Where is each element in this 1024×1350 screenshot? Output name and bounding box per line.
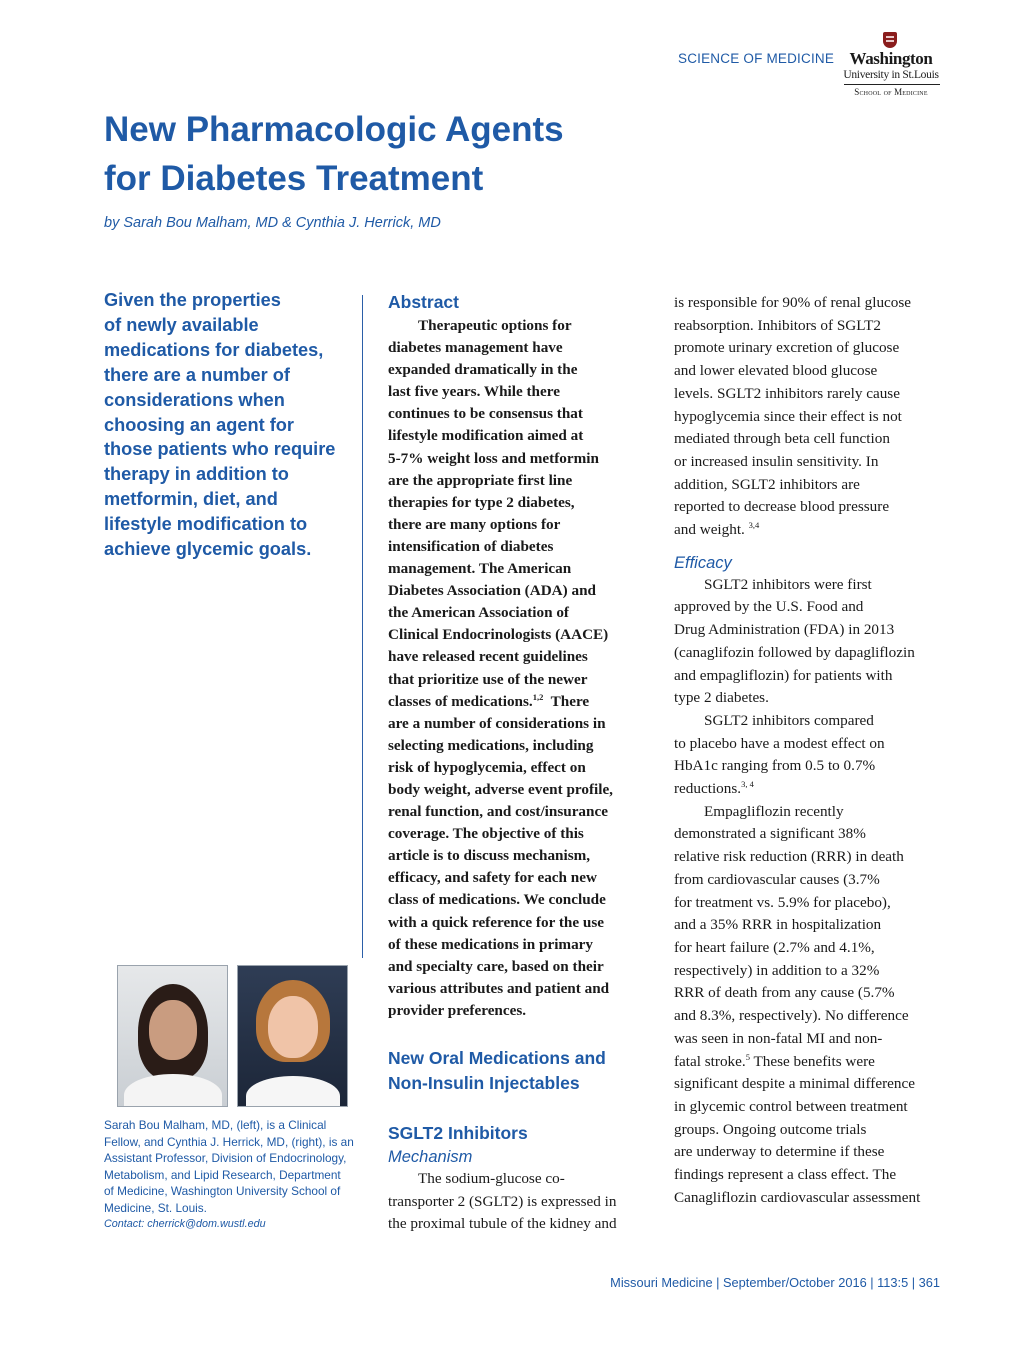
logo-line-1: Washington — [849, 49, 933, 68]
line-text: management. The American — [388, 560, 572, 578]
line-text: Canagliflozin cardiovascular assessment — [674, 1188, 921, 1206]
text-line — [388, 912, 656, 934]
photo-coat — [246, 1076, 340, 1107]
pull-quote-line: Given the properties — [104, 290, 281, 310]
text-line — [674, 292, 944, 315]
text-line — [388, 624, 656, 646]
text-line — [674, 892, 944, 915]
text-line — [674, 315, 944, 338]
logo-line-3: School of Medicine — [854, 87, 928, 97]
text-line — [388, 492, 656, 514]
line-text: to placebo have a modest effect on — [674, 734, 885, 752]
text-line — [674, 383, 944, 406]
text-line — [388, 845, 656, 867]
text-line — [674, 982, 944, 1005]
section-heading — [388, 1046, 656, 1096]
text-line — [674, 619, 944, 642]
logo-line-2: University in St.Louis — [843, 69, 939, 81]
line-text: Clinical Endocrinologists (AACE) — [388, 626, 609, 644]
text-line — [674, 474, 944, 497]
line-text: groups. Ongoing outcome trials — [674, 1120, 867, 1138]
line-text: for heart failure (2.7% and 4.1%, — [674, 938, 875, 956]
line-text: levels. SGLT2 inhibitors rarely cause — [674, 384, 900, 402]
text-line — [388, 1168, 656, 1191]
line-text: relative risk reduction (RRR) in death — [674, 848, 904, 866]
text-line — [674, 360, 944, 383]
line-text: HbA1c ranging from 0.5 to 0.7% — [674, 757, 876, 775]
text-line — [674, 914, 944, 937]
text-line — [388, 337, 656, 359]
text-line — [388, 602, 656, 624]
text-line — [674, 801, 944, 824]
line-text: Diabetes Association (ADA) and — [388, 582, 596, 600]
article-title — [104, 105, 664, 203]
line-text: intensification of diabetes — [388, 537, 554, 555]
line-text: diabetes management have — [388, 339, 563, 357]
text-line — [674, 937, 944, 960]
line-text: of these medications in primary — [388, 935, 594, 953]
byline: by Sarah Bou Malham, MD & Cynthia J. Herrick, MD — [104, 215, 441, 231]
text-line — [674, 1141, 944, 1164]
text-line — [388, 646, 656, 668]
title-line: New Pharmacologic Agents — [104, 110, 564, 149]
line-text: for treatment vs. 5.9% for placebo), — [674, 893, 891, 911]
text-line — [674, 1187, 944, 1210]
pull-quote-line: there are a number of — [104, 364, 290, 385]
line-text: addition, SGLT2 inhibitors are — [674, 475, 860, 493]
line-text: with a quick reference for the use — [388, 913, 604, 931]
section-heading-line: Non-Insulin Injectables — [388, 1073, 580, 1093]
caption-line: Metabolism, and Lipid Research, Department — [104, 1167, 341, 1182]
line-text: hypoglycemia since their effect is not — [674, 407, 902, 425]
text-line — [674, 1119, 944, 1142]
pull-quote-line: achieve glycemic goals. — [104, 539, 312, 560]
line-text: and 8.3%, respectively). No difference — [674, 1007, 909, 1025]
text-line — [388, 934, 656, 956]
text-line — [388, 1191, 656, 1214]
text-line — [388, 779, 656, 801]
text-line — [388, 315, 656, 337]
line-text: promote urinary excretion of glucose — [674, 339, 900, 357]
line-text: demonstrated a significant 38% — [674, 825, 866, 843]
middle-column — [388, 290, 656, 1236]
text-line — [674, 869, 944, 892]
text-line — [674, 642, 944, 665]
text-line — [388, 669, 656, 691]
line-text: are underway to determine if these — [674, 1143, 885, 1161]
text-line — [674, 846, 944, 869]
text-line — [674, 574, 944, 597]
text-line — [388, 536, 656, 558]
author-caption — [104, 1117, 369, 1233]
text-line — [674, 687, 944, 710]
line-text: Empagliflozin recently — [704, 802, 844, 820]
caption-line: Sarah Bou Malham, MD, (left), is a Clinical — [104, 1118, 327, 1132]
line-text: and lower elevated blood glucose — [674, 362, 878, 380]
line-text: significant despite a minimal difference — [674, 1075, 915, 1093]
logo-divider — [844, 84, 940, 85]
pull-quote-line: those patients who require — [104, 439, 336, 460]
author-photo-left — [117, 965, 228, 1107]
photo-face — [268, 996, 318, 1058]
text-line — [674, 823, 944, 846]
text-line — [674, 1051, 944, 1074]
line-text: classes of medications. — [388, 692, 533, 710]
right-column — [674, 292, 944, 1209]
line-text: and a 35% RRR in hospitalization — [674, 916, 882, 934]
line-text: mediated through beta cell function — [674, 430, 890, 448]
text-line — [674, 1096, 944, 1119]
text-line — [388, 448, 656, 470]
text-line — [674, 1164, 944, 1187]
line-text: the American Association of — [388, 604, 569, 622]
pull-quote-line: choosing an agent for — [104, 414, 294, 435]
line-text: reabsorption. Inhibitors of SGLT2 — [674, 316, 881, 334]
text-line — [388, 823, 656, 845]
author-photo-right — [237, 965, 348, 1107]
caption-line: of Medicine, Washington University School of — [104, 1184, 341, 1198]
line-text: various attributes and patient and — [388, 979, 610, 997]
line-text: coverage. The objective of this — [388, 825, 584, 843]
text-line — [388, 757, 656, 779]
line-text: article is to discuss mechanism, — [388, 847, 591, 865]
citation-superscript: 3,4 — [748, 520, 760, 531]
line-text: was seen in non-fatal MI and non- — [674, 1029, 883, 1047]
abstract-body — [388, 315, 656, 1022]
pull-quote-line: metformin, diet, and — [104, 489, 278, 510]
text-line — [674, 960, 944, 983]
photo-coat — [124, 1074, 222, 1107]
line-text: Therapeutic options for — [418, 317, 572, 334]
text-line — [674, 710, 944, 733]
citation-superscript: 3, 4 — [741, 779, 754, 790]
text-line — [674, 755, 944, 778]
line-text: expanded dramatically in the — [388, 361, 578, 379]
efficacy-heading: Efficacy — [674, 553, 732, 572]
text-line — [388, 691, 656, 713]
text-line — [674, 1028, 944, 1051]
text-line — [388, 558, 656, 580]
line-text: SGLT2 inhibitors compared — [704, 711, 874, 729]
text-line — [674, 665, 944, 688]
pull-quote-line: medications for diabetes, — [104, 339, 324, 360]
line-text: selecting medications, including — [388, 736, 594, 754]
line-text: risk of hypoglycemia, effect on — [388, 758, 586, 776]
text-line — [674, 733, 944, 756]
line-text: 5-7% weight loss and metformin — [388, 449, 599, 467]
abstract-heading: Abstract — [388, 292, 459, 312]
pull-quote-line: of newly available — [104, 314, 259, 335]
photo-face — [149, 1000, 197, 1060]
line-text: provider preferences. — [388, 1001, 527, 1019]
text-line — [388, 713, 656, 735]
line-text: reported to decrease blood pressure — [674, 498, 890, 516]
text-line — [388, 359, 656, 381]
line-text: efficacy, and safety for each new — [388, 869, 597, 887]
line-text: transporter 2 (SGLT2) is expressed in — [388, 1192, 617, 1210]
line-text: is responsible for 90% of renal glucose — [674, 294, 912, 311]
text-line — [388, 801, 656, 823]
line-text: therapies for type 2 diabetes, — [388, 493, 575, 511]
text-line — [674, 496, 944, 519]
pull-quote-line: therapy in addition to — [104, 464, 289, 485]
line-text: or increased insulin sensitivity. In — [674, 452, 879, 470]
sglt2-body — [674, 292, 944, 542]
page-footer: Missouri Medicine | September/October 2016 | 113:5 | 361 — [610, 1275, 940, 1290]
mechanism-body — [388, 1168, 656, 1236]
text-line — [388, 514, 656, 536]
line-text: in glycemic control between treatment — [674, 1097, 908, 1115]
washington-university-logo — [840, 32, 942, 98]
citation-superscript: 5 — [745, 1051, 750, 1062]
line-text: and specialty care, based on their — [388, 957, 604, 975]
caption-line: Assistant Professor, Division of Endocrinology, — [104, 1151, 347, 1165]
line-text: from cardiovascular causes (3.7% — [674, 870, 880, 888]
section-heading-line: New Oral Medications and — [388, 1048, 606, 1068]
line-text: body weight, adverse event profile, — [388, 780, 613, 798]
text-line — [674, 596, 944, 619]
text-line — [674, 778, 944, 801]
text-line — [388, 867, 656, 889]
title-line: for Diabetes Treatment — [104, 159, 484, 198]
caption-line: Medicine, St. Louis. — [104, 1200, 207, 1215]
line-text: the proximal tubule of the kidney and — [388, 1215, 617, 1233]
text-line — [674, 1073, 944, 1096]
mechanism-heading: Mechanism — [388, 1148, 473, 1166]
line-text: The sodium-glucose co- — [418, 1170, 565, 1187]
line-text-after: There — [543, 692, 590, 710]
line-text: that prioritize use of the newer — [388, 670, 588, 688]
text-line — [388, 403, 656, 425]
sglt2-heading: SGLT2 Inhibitors — [388, 1123, 528, 1143]
line-text: SGLT2 inhibitors were first — [704, 575, 872, 593]
line-text: renal function, and cost/insurance — [388, 803, 608, 821]
line-text: respectively) in addition to a 32% — [674, 961, 880, 979]
contact-email: Contact: cherrick@dom.wustl.edu — [104, 1218, 266, 1230]
line-text: RRR of death from any cause (5.7% — [674, 984, 895, 1002]
line-text: fatal stroke. — [674, 1052, 746, 1070]
line-text: have released recent guidelines — [388, 648, 588, 666]
line-text: reductions. — [674, 780, 742, 798]
pull-quote — [104, 288, 354, 562]
line-text: type 2 diabetes. — [674, 689, 769, 707]
line-text: are a number of considerations in — [388, 714, 606, 732]
text-line — [674, 428, 944, 451]
text-line — [674, 451, 944, 474]
line-text-after: These benefits were — [749, 1052, 875, 1070]
line-text: lifestyle modification aimed at — [388, 427, 584, 445]
line-text: there are many options for — [388, 515, 561, 533]
column-divider — [362, 295, 363, 958]
efficacy-body — [674, 574, 944, 1210]
text-line — [674, 337, 944, 360]
text-line — [388, 470, 656, 492]
text-line — [388, 956, 656, 978]
line-text: class of medications. We conclude — [388, 891, 606, 909]
pull-quote-line: considerations when — [104, 389, 285, 410]
text-line — [674, 519, 944, 542]
text-line — [388, 425, 656, 447]
line-text: and empagliflozin) for patients with — [674, 666, 893, 684]
text-line — [388, 381, 656, 403]
line-text: and weight. — [674, 521, 749, 539]
text-line — [388, 580, 656, 602]
text-line — [388, 978, 656, 1000]
text-line — [388, 1000, 656, 1022]
caption-line: Fellow, and Cynthia J. Herrick, MD, (right), is an — [104, 1134, 354, 1149]
text-line — [388, 1213, 656, 1236]
text-line — [674, 406, 944, 429]
line-text: (canaglifozin followed by dapagliflozin — [674, 643, 915, 661]
section-label: SCIENCE OF MEDICINE — [678, 51, 835, 66]
pull-quote-line: lifestyle modification to — [104, 514, 308, 535]
line-text: findings represent a class effect. The — [674, 1166, 897, 1184]
university-crest-icon — [883, 32, 897, 48]
line-text: last five years. While there — [388, 383, 560, 401]
text-line — [674, 1005, 944, 1028]
citation-superscript: 1,2 — [532, 691, 544, 702]
line-text: continues to be consensus that — [388, 405, 583, 423]
line-text: Drug Administration (FDA) in 2013 — [674, 621, 895, 639]
text-line — [388, 889, 656, 911]
text-line — [388, 735, 656, 757]
line-text: are the appropriate first line — [388, 471, 573, 489]
line-text: approved by the U.S. Food and — [674, 598, 864, 616]
